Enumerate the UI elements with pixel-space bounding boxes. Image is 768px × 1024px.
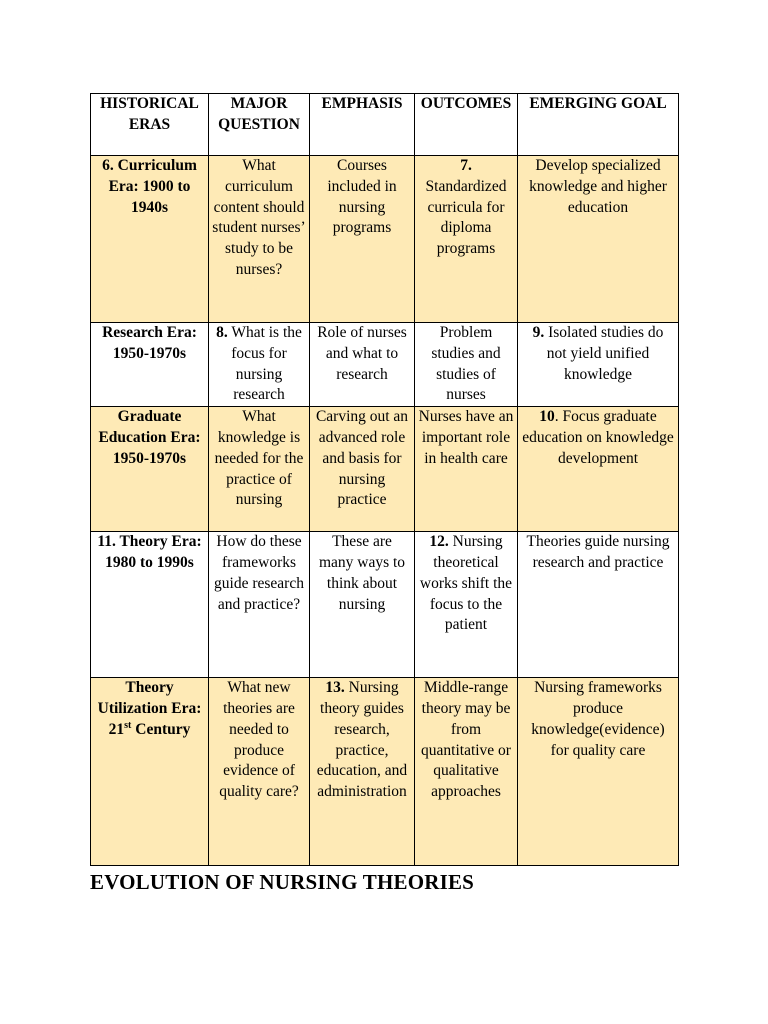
header-major-question: MAJOR QUESTION [209,94,310,156]
question-cell: What new theories are needed to produce evidence of quality care? [209,678,310,866]
header-historical-eras: HISTORICAL ERAS [91,94,209,156]
question-cell [209,323,310,407]
emphasis-text: Nursing theory guides research, practice, education, and administration [316,679,408,801]
emphasis-cell: Role of nurses and what to research [310,323,415,407]
question-cell: What curriculum content should student nurses’ study to be nurses? [209,156,310,323]
era-cell: 11. Theory Era: 1980 to 1990s [91,532,209,678]
goal-cell: Nursing frameworks produce knowledge(evidence) for quality care [518,678,679,866]
era-text-tail: Century [135,720,191,738]
question-text: What is the focus for nursing research [231,324,302,404]
emphasis-number: 13. [325,679,345,697]
goal-number: 9. [532,324,545,341]
goal-text: . Focus graduate education on knowledge development [522,408,674,467]
goal-cell: Theories guide nursing research and practice [518,532,679,678]
table-row [91,323,679,407]
table-header-row [91,94,679,156]
table-row [91,407,679,532]
outcome-cell [415,156,518,323]
emphasis-cell: Carving out an advanced role and basis for nursing practice [310,407,415,532]
outcome-number: 7. [460,157,472,174]
outcome-text: Standardized curricula for diploma programs [425,177,507,258]
goal-number: 10 [539,408,555,426]
header-outcomes: OUTCOMES [415,94,518,156]
outcome-cell: Problem studies and studies of nurses [415,323,518,407]
goal-cell [518,407,679,532]
question-cell: How do these frameworks guide research and practice? [209,532,310,678]
era-cell: Research Era: 1950-1970s [91,323,209,407]
outcome-cell [415,532,518,678]
table-row [91,156,679,323]
document-title: EVOLUTION OF NURSING THEORIES [90,870,475,894]
era-cell: 6. Curriculum Era: 1900 to 1940s [91,156,209,323]
era-text: Theory Utilization Era: 21 [97,679,202,738]
emphasis-cell [310,678,415,866]
table-row [91,532,679,678]
nursing-eras-table [90,93,679,866]
question-cell: What knowledge is needed for the practice of nursing [209,407,310,532]
emphasis-cell: These are many ways to think about nursing [310,532,415,678]
era-cell [91,678,209,866]
table-row [91,678,679,866]
emphasis-cell: Courses included in nursing programs [310,156,415,323]
header-emerging-goal: EMERGING GOAL [518,94,679,156]
goal-cell: Develop specialized knowledge and higher education [518,156,679,323]
header-emphasis: EMPHASIS [310,94,415,156]
outcome-number: 12. [429,533,449,551]
goal-cell [518,323,679,407]
outcome-cell: Nurses have an important role in health care [415,407,518,532]
outcome-text: Nursing theoretical works shift the focus to the patient [419,533,513,634]
goal-text: Isolated studies do not yield unified knowledge [546,324,664,383]
question-number: 8. [216,324,228,341]
era-superscript: st [124,719,132,731]
outcome-cell: Middle-range theory may be from quantitative or qualitative approaches [415,678,518,866]
era-cell: Graduate Education Era: 1950-1970s [91,407,209,532]
